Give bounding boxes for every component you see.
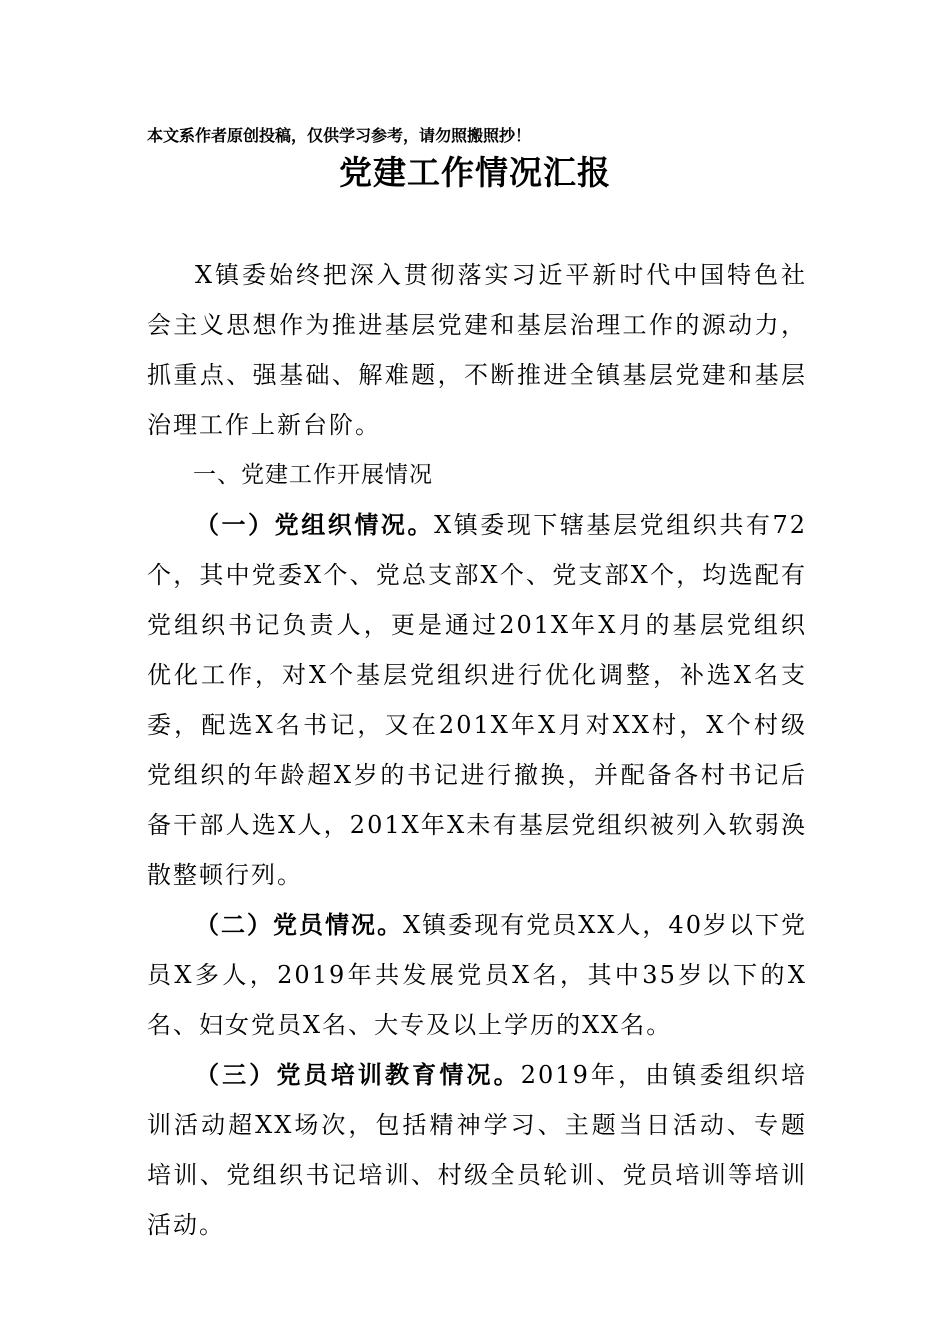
item-text: X镇委现下辖基层党组织共有72个，其中党委X个、党总支部X个、党支部X个，均选配有党组织书记负责人，更是通过201X年X月的基层党组织优化工作，对X个基层党组织进行优化调整，补选X名支委，配选X名书记，又在201X年X月对XX村，X个村级党组织的年龄超X岁的书记进行撤换，并配备各村书记后备干部人选X人，201X年X未有基层党组织被列入软弱涣散整顿行列。 <box>147 511 807 889</box>
copyright-notice: 本文系作者原创投稿，仅供学习参考，请勿照搬照抄！ <box>147 126 532 145</box>
item-paragraph-3 <box>147 1050 807 1250</box>
item-text: X镇委现有党员XX人，40岁以下党员X多人，2019年共发展党员X名，其中35岁以下的X名、妇女党员X名、大专及以上学历的XX名。 <box>147 911 808 1039</box>
item-lead: （三）党员培训教育情况。 <box>195 1060 521 1089</box>
item-paragraph-1 <box>147 500 807 900</box>
item-paragraph-2 <box>147 900 807 1050</box>
item-text: 2019年，由镇委组织培训活动超XX场次，包括精神学习、主题当日活动、专题培训、党组织书记培训、村级全员轮训、党员培训等培训活动。 <box>147 1061 808 1239</box>
section-heading: 一、党建工作开展情况 <box>193 462 433 488</box>
document-title: 党建工作情况汇报 <box>339 153 611 192</box>
item-lead: （二）党员情况。 <box>195 910 404 939</box>
document-body <box>147 250 807 1250</box>
item-lead: （一）党组织情况。 <box>195 510 435 539</box>
intro-paragraph: X镇委始终把深入贯彻落实习近平新时代中国特色社会主义思想作为推进基层党建和基层治理工作的源动力，抓重点、强基础、解难题，不断推进全镇基层党建和基层治理工作上新台阶。 <box>147 261 807 439</box>
